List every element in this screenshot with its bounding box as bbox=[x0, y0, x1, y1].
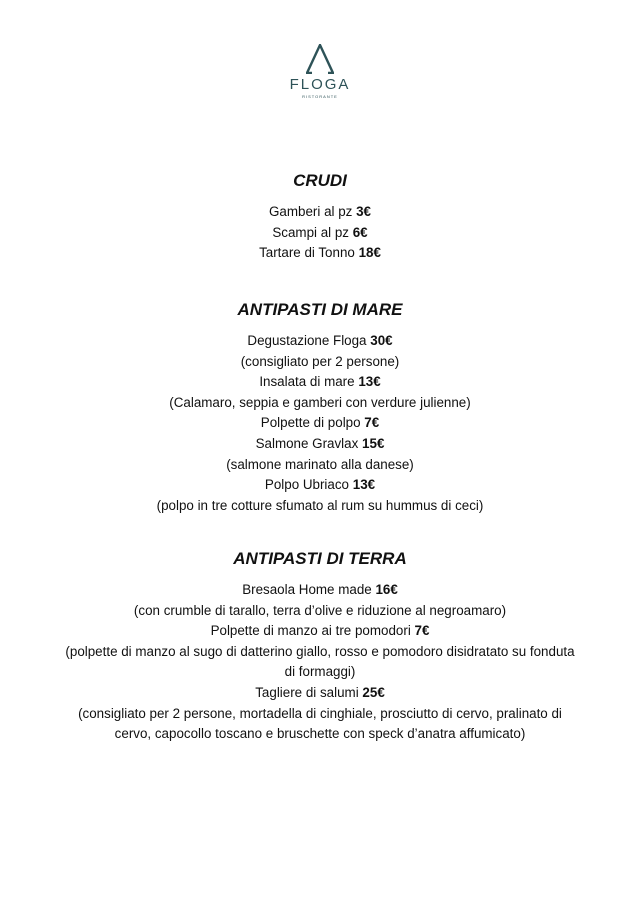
menu-item bbox=[0, 223, 640, 244]
menu-item bbox=[0, 331, 640, 352]
menu-item bbox=[0, 621, 640, 642]
item-name: Insalata di mare bbox=[259, 374, 355, 390]
item-price: 15€ bbox=[362, 435, 385, 451]
item-name: Gamberi al pz bbox=[269, 204, 353, 219]
menu-item bbox=[0, 372, 640, 393]
item-description: (con crumble di tarallo, terra d’olive e riduzione al negroamaro) bbox=[133, 602, 507, 618]
item-name: Tagliere di salumi bbox=[255, 684, 359, 700]
item-description: (polpette di manzo al sugo di datterino giallo, rosso e pomodoro disidratato su fonduta di formaggi) bbox=[65, 643, 575, 680]
item-description: (salmone marinato alla danese) bbox=[226, 456, 414, 472]
section-items bbox=[0, 331, 640, 516]
item-price: 13€ bbox=[358, 374, 381, 390]
section-crudi bbox=[0, 170, 640, 264]
item-price: 7€ bbox=[414, 623, 430, 639]
item-description: (consigliato per 2 persone, mortadella di cinghiale, prosciutto di cervo, pralinato di cervo, capocollo toscano e bruschette con speck d’anatra affumicato) bbox=[78, 705, 562, 742]
section-title: ANTIPASTI DI MARE bbox=[237, 300, 403, 319]
section-antipasti-di-mare bbox=[0, 299, 640, 516]
item-price: 16€ bbox=[375, 582, 398, 597]
item-description: (Calamaro, seppia e gamberi con verdure julienne) bbox=[169, 394, 471, 410]
logo-subtitle: RISTORANTE bbox=[302, 94, 338, 99]
menu-item bbox=[0, 683, 640, 704]
item-name: Polpette di manzo ai tre pomodori bbox=[210, 623, 411, 639]
menu-item bbox=[0, 243, 640, 264]
item-price: 13€ bbox=[352, 477, 376, 493]
item-name: Bresaola Home made bbox=[242, 582, 372, 597]
section-items bbox=[0, 580, 640, 745]
restaurant-logo bbox=[0, 44, 640, 100]
item-name: Degustazione Floga bbox=[247, 333, 367, 348]
item-price: 25€ bbox=[362, 684, 385, 700]
section-antipasti-di-terra bbox=[0, 548, 640, 745]
logo-name: FLOGA bbox=[289, 76, 351, 93]
item-description: (consigliato per 2 persone) bbox=[240, 353, 400, 369]
item-price: 7€ bbox=[364, 415, 380, 431]
menu-item bbox=[0, 580, 640, 601]
item-name: Scampi al pz bbox=[272, 224, 349, 240]
triangle-logo-icon bbox=[306, 44, 334, 74]
menu-item bbox=[0, 202, 640, 223]
menu-item bbox=[0, 413, 640, 434]
item-price: 3€ bbox=[356, 204, 371, 219]
menu-item bbox=[0, 475, 640, 496]
item-price: 30€ bbox=[370, 333, 393, 348]
section-title: CRUDI bbox=[293, 171, 347, 190]
item-name: Polpo Ubriaco bbox=[264, 477, 350, 493]
item-name: Salmone Gravlax bbox=[255, 435, 359, 451]
item-description: (polpo in tre cotture sfumato al rum su hummus di ceci) bbox=[156, 497, 484, 513]
item-name: Tartare di Tonno bbox=[259, 245, 355, 261]
menu-item bbox=[0, 434, 640, 455]
section-items bbox=[0, 202, 640, 264]
item-price: 18€ bbox=[358, 245, 381, 261]
section-title: ANTIPASTI DI TERRA bbox=[233, 549, 407, 568]
item-price: 6€ bbox=[352, 224, 368, 240]
item-name: Polpette di polpo bbox=[260, 415, 361, 431]
